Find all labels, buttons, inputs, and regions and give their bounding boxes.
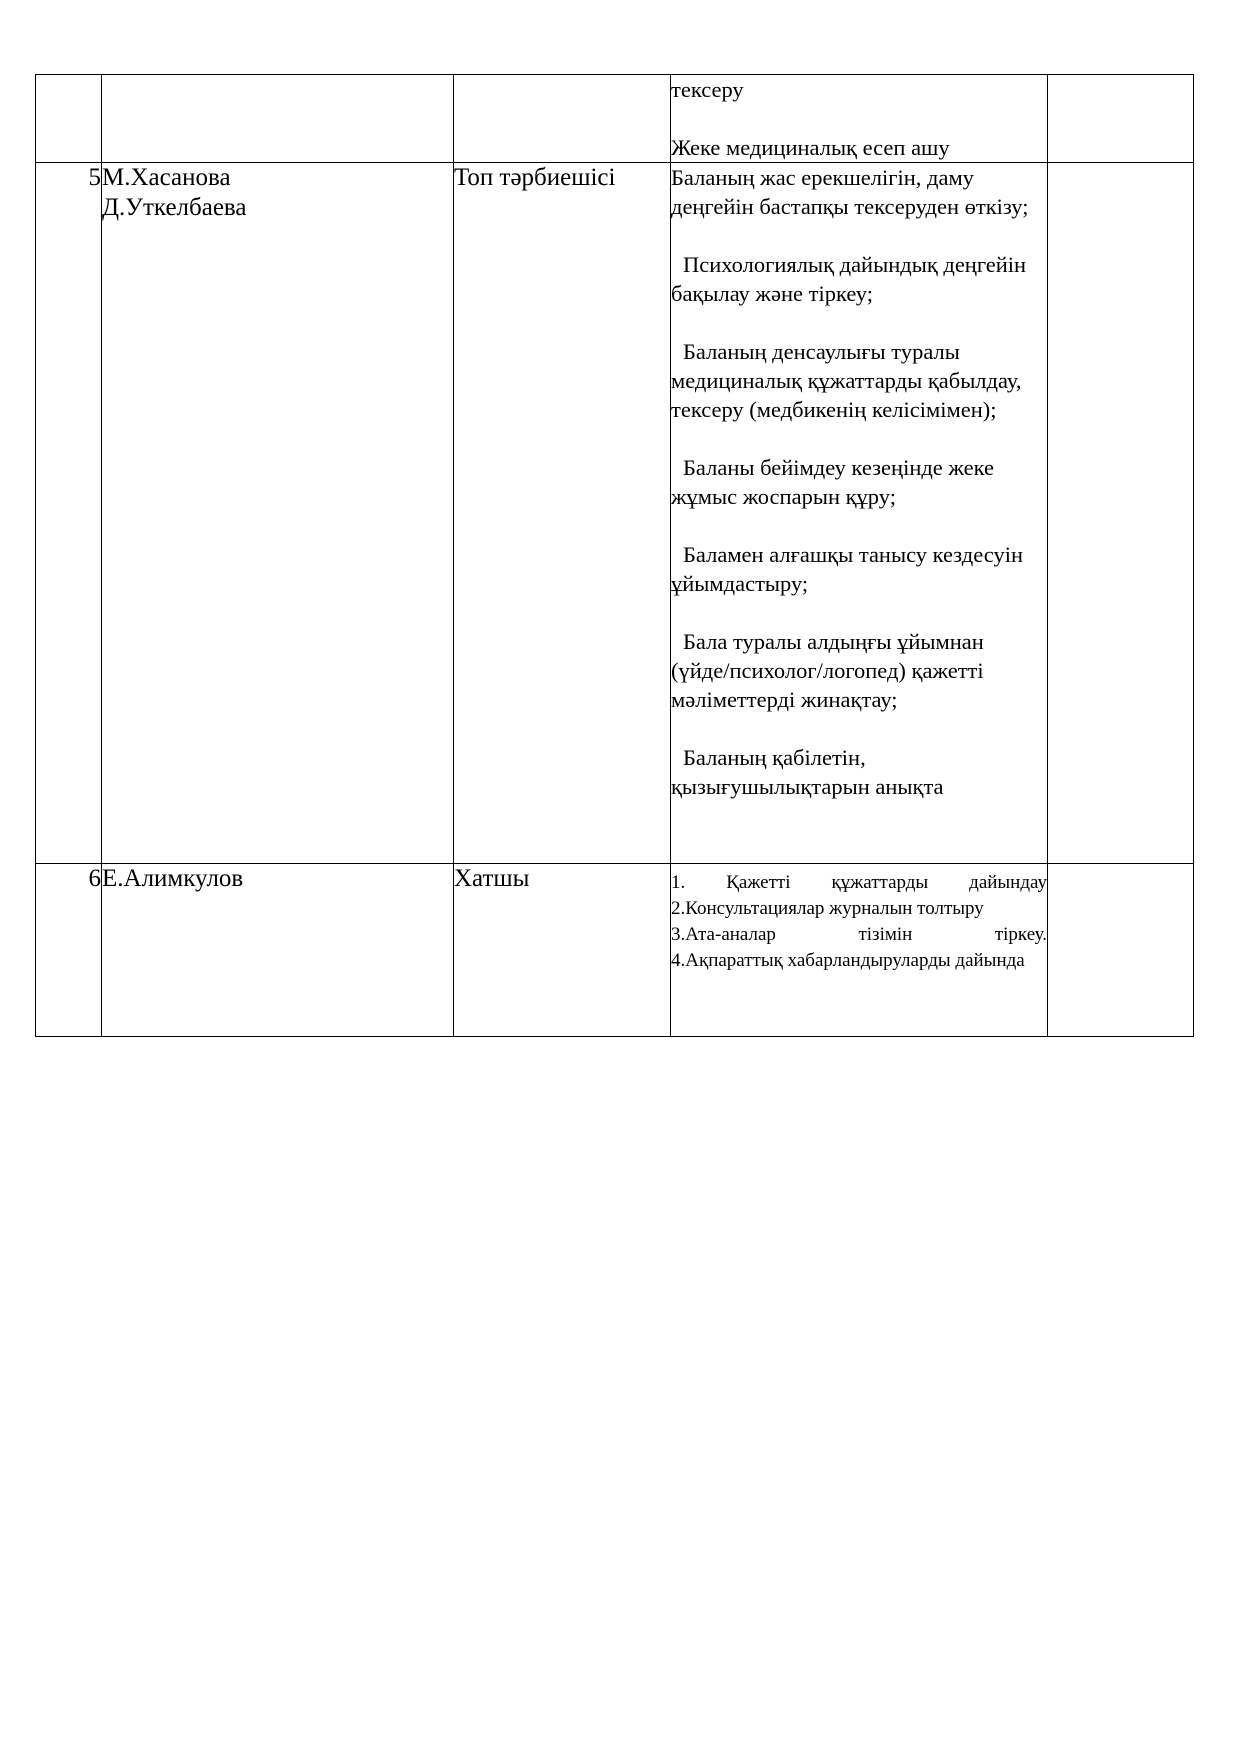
task-text: Баланы бейімдеу кезеңінде жеке жұмыс жоспарын құру; bbox=[671, 455, 995, 509]
task-text: Баланың жас ерекшелігін, даму деңгейін бастапқы тексеруден өткізу; bbox=[671, 165, 1029, 219]
note-cell bbox=[1048, 163, 1194, 864]
person-name: Д.Уткелбаева bbox=[102, 194, 247, 221]
task-text: Психологиялық дайындық деңгейін бақылау және тіркеу; bbox=[671, 252, 1027, 306]
row-number-cell: 6 bbox=[36, 864, 102, 1037]
role-cell: Топ тәрбиешісі bbox=[454, 163, 671, 864]
note-cell bbox=[1048, 75, 1194, 163]
task-text: Бала туралы алдыңғы ұйымнан (үйде/психолог/логопед) қажетті мәліметтерді жинақтау; bbox=[671, 629, 984, 712]
name-cell bbox=[102, 864, 454, 1037]
person-name: Е.Алимкулов bbox=[102, 865, 244, 892]
table-row bbox=[36, 75, 1194, 163]
task-text: Баламен алғашқы танысу кездесуін ұйымдастыру; bbox=[671, 542, 1023, 596]
tasks-cell bbox=[671, 864, 1048, 1037]
note-cell bbox=[1048, 864, 1194, 1037]
task-text: Жеке медициналық есеп ашу bbox=[671, 135, 950, 160]
row-number-cell: 5 bbox=[36, 163, 102, 864]
task-text: 1. Қажетті құжаттарды дайындау bbox=[671, 872, 1047, 893]
row-number-cell bbox=[36, 75, 102, 163]
tasks-cell bbox=[671, 163, 1048, 864]
table-row bbox=[36, 163, 1194, 864]
name-cell bbox=[102, 75, 454, 163]
person-name: М.Хасанова bbox=[102, 164, 231, 191]
role-cell: Хатшы bbox=[454, 864, 671, 1037]
task-text: Баланың денсаулығы туралы медициналық құжаттарды қабылдау, тексеру (медбикенің келісімімен); bbox=[671, 339, 1022, 422]
table-row bbox=[36, 864, 1194, 1037]
name-cell bbox=[102, 163, 454, 864]
tasks-cell bbox=[671, 75, 1048, 163]
task-text: 3.Ата-аналар тізімін тіркеу. bbox=[671, 924, 1047, 945]
task-text: тексеру bbox=[671, 77, 744, 102]
responsibilities-table bbox=[35, 74, 1194, 1037]
task-text: 2.Консультациялар журналын толтыру bbox=[671, 898, 984, 919]
task-text: 4.Ақпараттық хабарландыруларды дайында bbox=[671, 950, 1025, 971]
role-cell bbox=[454, 75, 671, 163]
task-text: Баланың қабілетін, қызығушылықтарын анықта bbox=[671, 745, 944, 799]
